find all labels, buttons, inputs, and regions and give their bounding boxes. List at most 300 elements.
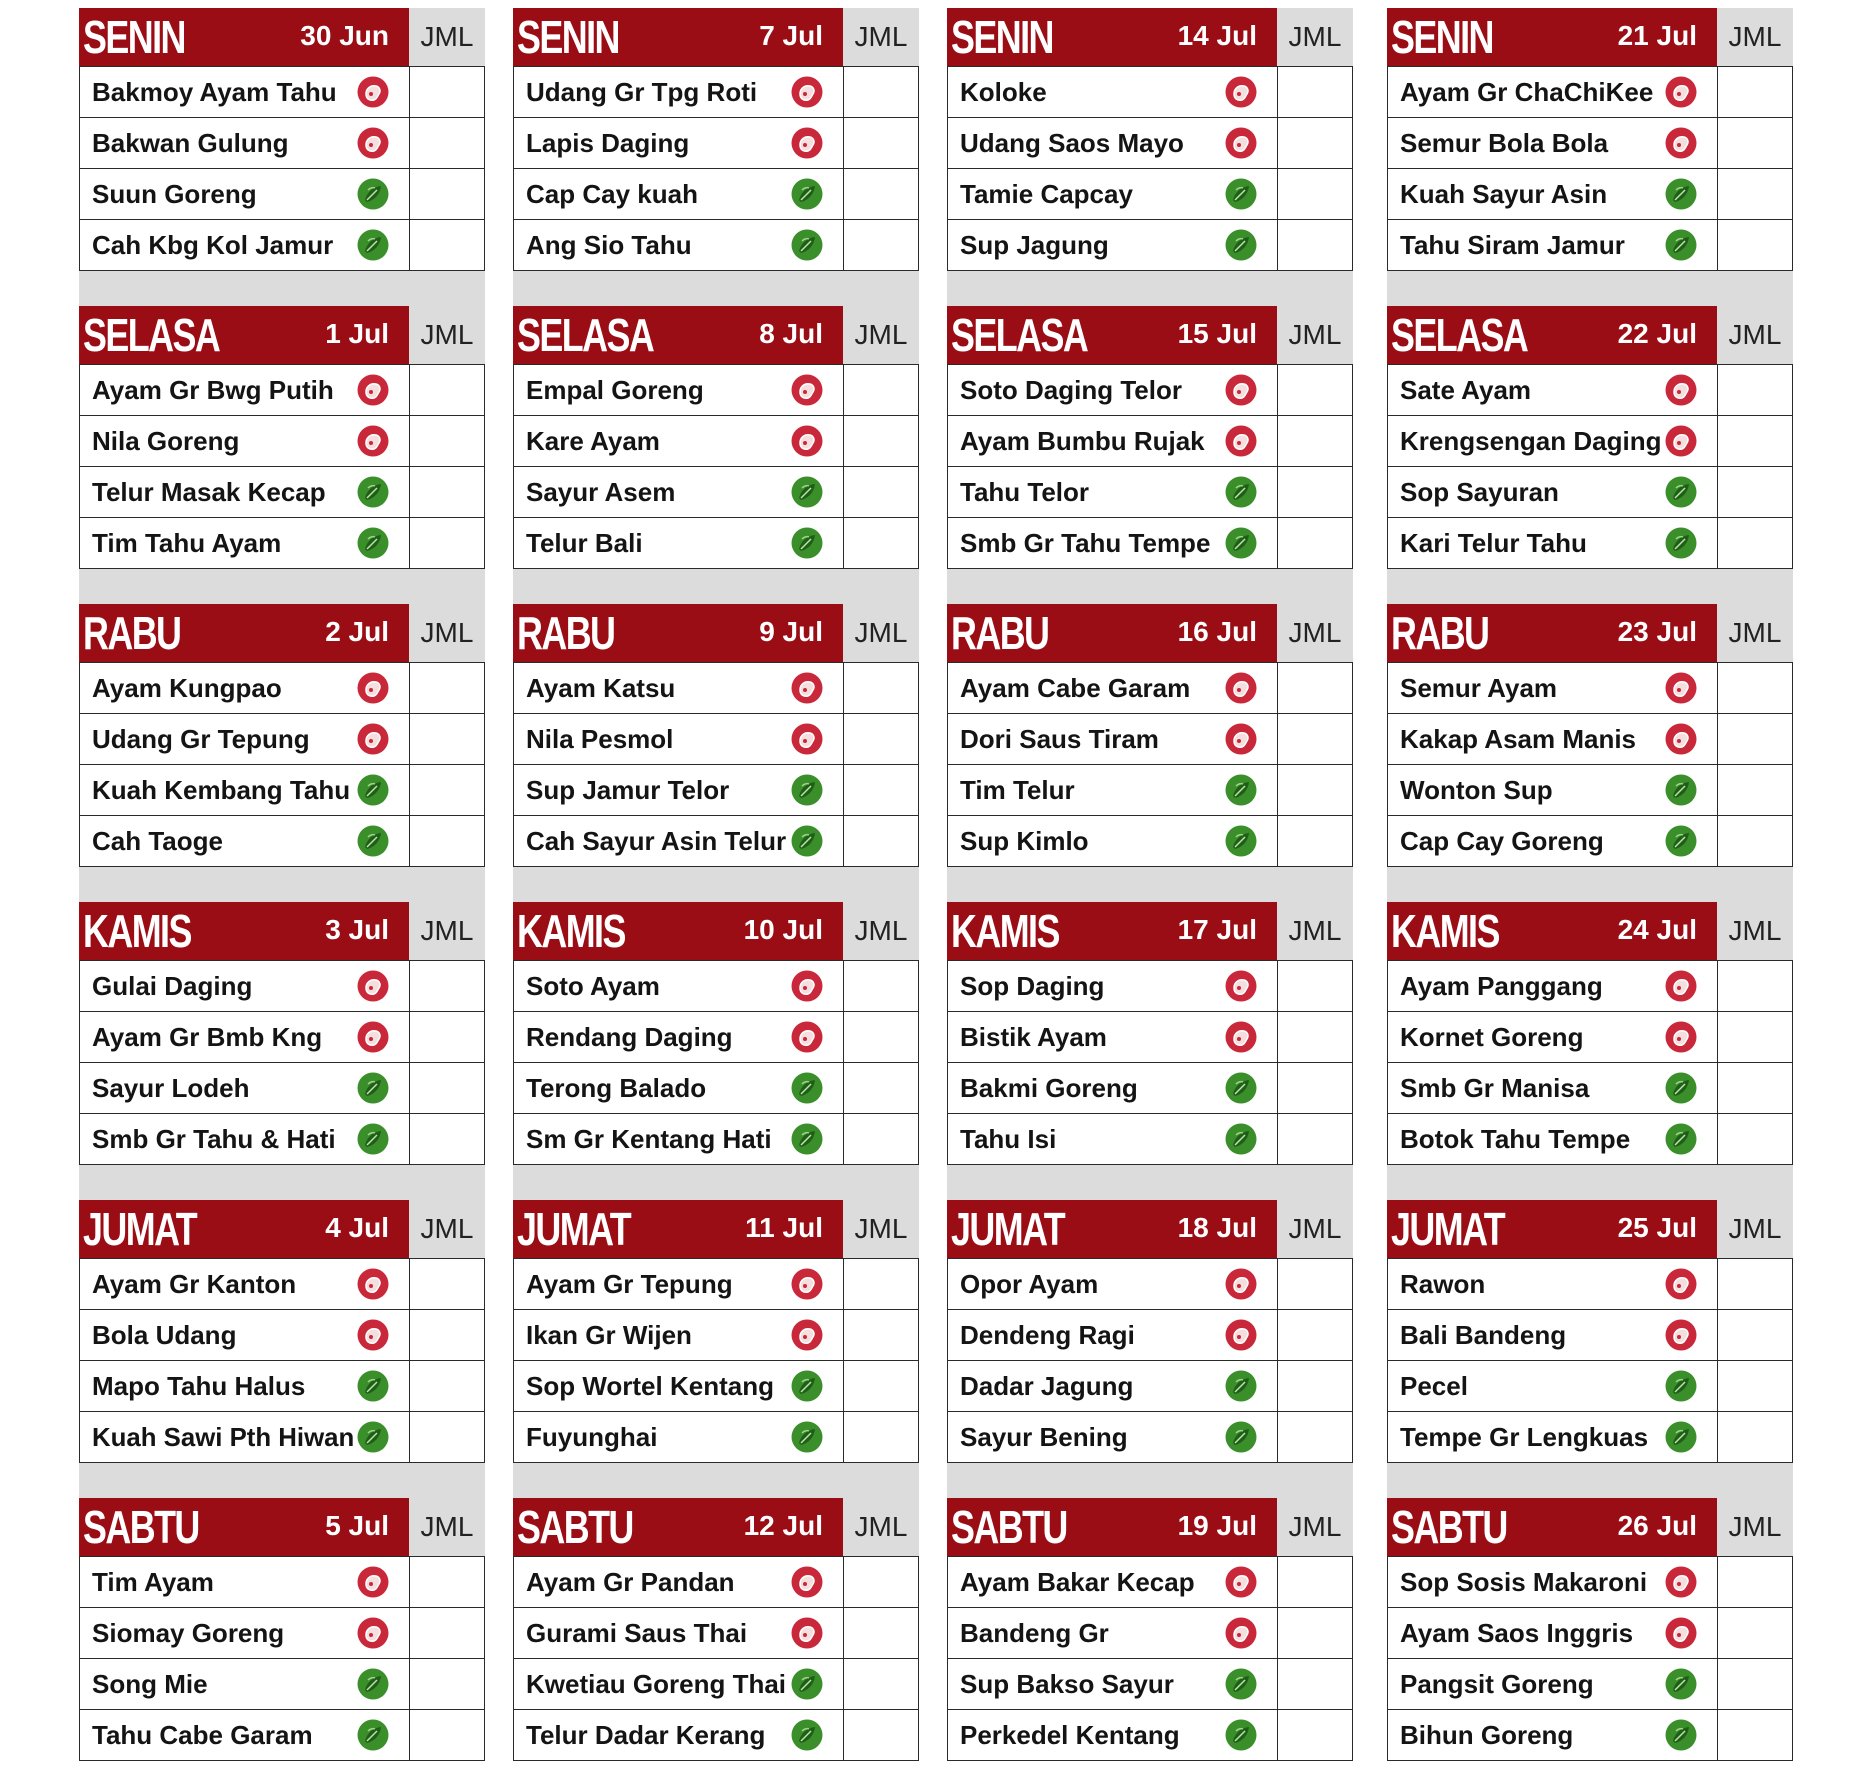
jml-cell[interactable] — [1277, 1310, 1353, 1360]
jml-cell[interactable] — [843, 467, 919, 517]
dish-row — [80, 1259, 484, 1310]
dish-row — [948, 1557, 1352, 1608]
dish-name: Smb Gr Tahu Tempe — [960, 528, 1211, 558]
jml-cell[interactable] — [409, 67, 485, 117]
jml-label: JML — [1277, 8, 1353, 66]
dish-list — [513, 960, 919, 1165]
jml-cell[interactable] — [843, 1259, 919, 1309]
jml-cell[interactable] — [843, 67, 919, 117]
jml-cell[interactable] — [843, 365, 919, 415]
jml-cell[interactable] — [1277, 1608, 1353, 1658]
dish-row — [1388, 220, 1792, 270]
day-block — [79, 604, 485, 868]
jml-cell[interactable] — [409, 714, 485, 764]
jml-cell[interactable] — [843, 518, 919, 568]
jml-cell[interactable] — [409, 765, 485, 815]
dish-name: Fuyunghai — [526, 1422, 658, 1452]
day-header — [947, 1200, 1277, 1258]
day-block — [1387, 902, 1793, 1166]
jml-cell[interactable] — [1717, 67, 1793, 117]
dish-name: Cap Cay Goreng — [1400, 826, 1604, 856]
meat-icon — [1665, 1319, 1697, 1351]
jml-cell[interactable] — [1717, 518, 1793, 568]
day-block — [513, 8, 919, 272]
vegetable-icon — [1225, 774, 1257, 806]
vegetable-icon — [1665, 178, 1697, 210]
jml-cell[interactable] — [1717, 365, 1793, 415]
dish-name: Krengsengan Daging — [1400, 426, 1662, 456]
jml-cell[interactable] — [1277, 416, 1353, 466]
jml-label: JML — [1717, 306, 1793, 364]
dish-name: Rendang Daging — [526, 1022, 733, 1052]
dish-row — [80, 467, 484, 518]
vegetable-icon — [1225, 825, 1257, 857]
vegetable-icon — [357, 825, 389, 857]
jml-cell[interactable] — [843, 416, 919, 466]
jml-cell[interactable] — [1717, 1310, 1793, 1360]
dish-row — [80, 220, 484, 270]
day-header — [79, 1200, 409, 1258]
jml-cell[interactable] — [843, 1412, 919, 1462]
jml-cell[interactable] — [1277, 1063, 1353, 1113]
dish-name: Semur Ayam — [1400, 673, 1558, 703]
day-block — [79, 306, 485, 570]
dish-name: Siomay Goreng — [92, 1618, 285, 1648]
jml-cell[interactable] — [1277, 67, 1353, 117]
dish-name: Empal Goreng — [526, 375, 704, 405]
jml-cell[interactable] — [843, 169, 919, 219]
dish-name: Soto Ayam — [526, 971, 660, 1001]
meat-icon — [1225, 1021, 1257, 1053]
dish-name: Ayam Gr Tepung — [526, 1269, 733, 1299]
jml-cell[interactable] — [1717, 1557, 1793, 1607]
day-header — [947, 902, 1277, 960]
jml-cell[interactable] — [843, 714, 919, 764]
dish-row — [514, 169, 918, 220]
day-block — [513, 1200, 919, 1464]
meat-icon — [357, 672, 389, 704]
jml-label: JML — [843, 604, 919, 662]
meat-icon — [357, 1268, 389, 1300]
dish-row — [80, 67, 484, 118]
jml-cell[interactable] — [1277, 663, 1353, 713]
day-name: RABU — [951, 607, 1049, 659]
dish-name: Wonton Sup — [1400, 775, 1553, 805]
jml-cell[interactable] — [1277, 1012, 1353, 1062]
dish-name: Ayam Bumbu Rujak — [960, 426, 1205, 456]
dish-name: Kornet Goreng — [1400, 1022, 1584, 1052]
day-name: SELASA — [83, 309, 220, 361]
dish-row — [948, 67, 1352, 118]
meat-icon — [791, 425, 823, 457]
dish-name: Kari Telur Tahu — [1400, 528, 1587, 558]
jml-cell[interactable] — [409, 1412, 485, 1462]
jml-label: JML — [843, 902, 919, 960]
dish-name: Bali Bandeng — [1400, 1320, 1567, 1350]
dish-row — [1388, 118, 1792, 169]
jml-label: JML — [843, 1498, 919, 1556]
jml-label: JML — [1277, 1200, 1353, 1258]
day-name: RABU — [83, 607, 181, 659]
meat-icon — [1665, 1617, 1697, 1649]
jml-cell[interactable] — [1277, 518, 1353, 568]
dish-row — [514, 1608, 918, 1659]
jml-cell[interactable] — [409, 1557, 485, 1607]
dish-row — [80, 518, 484, 568]
vegetable-icon — [1225, 1072, 1257, 1104]
dish-name: Dori Saus Tiram — [960, 724, 1159, 754]
dish-row — [1388, 1659, 1792, 1710]
meat-icon — [1665, 425, 1697, 457]
jml-cell[interactable] — [843, 816, 919, 866]
dish-name: Kuah Sawi Pth Hiwan — [92, 1422, 355, 1452]
meat-icon — [1225, 76, 1257, 108]
jml-cell[interactable] — [409, 365, 485, 415]
vegetable-icon — [357, 1370, 389, 1402]
jml-cell[interactable] — [1717, 1259, 1793, 1309]
dish-name: Ikan Gr Wijen — [526, 1320, 692, 1350]
dish-name: Cap Cay kuah — [526, 179, 698, 209]
dish-name: Kuah Kembang Tahu — [92, 775, 351, 805]
day-block — [947, 1498, 1353, 1762]
dish-list — [1387, 662, 1793, 867]
dish-name: Ayam Panggang — [1400, 971, 1603, 1001]
dish-name: Tahu Telor — [960, 477, 1090, 507]
jml-cell[interactable] — [409, 220, 485, 270]
jml-cell[interactable] — [1717, 1063, 1793, 1113]
jml-cell[interactable] — [1717, 816, 1793, 866]
meat-icon — [357, 1566, 389, 1598]
dish-row — [514, 1557, 918, 1608]
jml-cell[interactable] — [409, 169, 485, 219]
meat-icon — [1665, 672, 1697, 704]
meat-icon — [357, 76, 389, 108]
dish-name: Bola Udang — [92, 1320, 237, 1350]
dish-row — [1388, 663, 1792, 714]
jml-cell[interactable] — [409, 961, 485, 1011]
dish-row — [948, 169, 1352, 220]
jml-cell[interactable] — [1717, 1012, 1793, 1062]
jml-cell[interactable] — [409, 1608, 485, 1658]
dish-list — [79, 1556, 485, 1761]
dish-row — [80, 365, 484, 416]
dish-name: Ayam Gr Bwg Putih — [92, 375, 334, 405]
jml-cell[interactable] — [409, 1310, 485, 1360]
vegetable-icon — [1225, 1719, 1257, 1751]
jml-cell[interactable] — [1717, 961, 1793, 1011]
dish-row — [1388, 961, 1792, 1012]
jml-cell[interactable] — [843, 1710, 919, 1760]
dish-row — [948, 365, 1352, 416]
day-header — [947, 604, 1277, 662]
dish-name: Nila Pesmol — [526, 724, 674, 754]
jml-label: JML — [409, 1200, 485, 1258]
dish-row — [948, 118, 1352, 169]
day-header — [947, 1498, 1277, 1556]
jml-cell[interactable] — [1717, 169, 1793, 219]
dish-row — [514, 816, 918, 866]
dish-row — [514, 714, 918, 765]
jml-label: JML — [1717, 902, 1793, 960]
dish-row — [948, 467, 1352, 518]
jml-cell[interactable] — [843, 765, 919, 815]
dish-name: Ayam Gr Kanton — [92, 1269, 297, 1299]
dish-row — [1388, 1608, 1792, 1659]
jml-cell[interactable] — [1717, 1361, 1793, 1411]
jml-cell[interactable] — [843, 1114, 919, 1164]
dish-name: Pangsit Goreng — [1400, 1669, 1594, 1699]
jml-cell[interactable] — [1277, 1114, 1353, 1164]
vegetable-icon — [1225, 1668, 1257, 1700]
jml-cell[interactable] — [409, 1259, 485, 1309]
meat-icon — [1225, 1566, 1257, 1598]
day-date: 11 Jul — [745, 1212, 823, 1243]
dish-row — [1388, 416, 1792, 467]
day-name: SELASA — [517, 309, 654, 361]
dish-row — [948, 714, 1352, 765]
dish-row — [80, 1608, 484, 1659]
vegetable-icon — [1665, 527, 1697, 559]
day-block — [1387, 1200, 1793, 1464]
jml-label: JML — [409, 902, 485, 960]
dish-row — [948, 1063, 1352, 1114]
jml-cell[interactable] — [1277, 1557, 1353, 1607]
jml-label: JML — [1277, 604, 1353, 662]
dish-name: Sm Gr Kentang Hati — [526, 1124, 772, 1154]
jml-cell[interactable] — [843, 961, 919, 1011]
jml-cell[interactable] — [1277, 1659, 1353, 1709]
day-name: JUMAT — [951, 1203, 1065, 1255]
jml-cell[interactable] — [1277, 1412, 1353, 1462]
dish-name: Sop Sosis Makaroni — [1400, 1567, 1648, 1597]
jml-cell[interactable] — [1277, 1361, 1353, 1411]
day-date: 1 Jul — [325, 318, 389, 349]
vegetable-icon — [357, 1123, 389, 1155]
dish-row — [514, 1710, 918, 1760]
vegetable-icon — [791, 476, 823, 508]
jml-cell[interactable] — [843, 220, 919, 270]
jml-cell[interactable] — [1717, 1608, 1793, 1658]
dish-row — [948, 663, 1352, 714]
jml-cell[interactable] — [409, 1659, 485, 1709]
day-date: 22 Jul — [1617, 318, 1697, 349]
vegetable-icon — [791, 527, 823, 559]
vegetable-icon — [1665, 1719, 1697, 1751]
dish-row — [514, 1361, 918, 1412]
jml-cell[interactable] — [409, 1114, 485, 1164]
jml-cell[interactable] — [409, 1710, 485, 1760]
day-header — [79, 1498, 409, 1556]
day-block — [947, 604, 1353, 868]
dish-name: Cah Taoge — [92, 826, 223, 856]
dish-name: Ayam Bakar Kecap — [960, 1567, 1195, 1597]
jml-cell[interactable] — [1277, 1710, 1353, 1760]
jml-cell[interactable] — [1717, 220, 1793, 270]
dish-row — [948, 220, 1352, 270]
dish-row — [1388, 365, 1792, 416]
dish-name: Kare Ayam — [526, 426, 660, 456]
day-header — [1387, 8, 1717, 66]
jml-cell[interactable] — [1717, 416, 1793, 466]
day-block — [79, 1498, 485, 1762]
jml-cell[interactable] — [1717, 765, 1793, 815]
dish-row — [80, 1310, 484, 1361]
dish-list — [1387, 1258, 1793, 1463]
jml-label: JML — [843, 1200, 919, 1258]
meat-icon — [1225, 672, 1257, 704]
jml-cell[interactable] — [1277, 467, 1353, 517]
day-name: JUMAT — [1391, 1203, 1505, 1255]
dish-name: Kwetiau Goreng Thai — [526, 1669, 787, 1699]
dish-row — [514, 518, 918, 568]
dish-row — [514, 1659, 918, 1710]
day-name: SABTU — [83, 1501, 199, 1553]
dish-row — [514, 365, 918, 416]
vegetable-icon — [1225, 1370, 1257, 1402]
dish-row — [1388, 1012, 1792, 1063]
day-block — [79, 8, 485, 272]
jml-cell[interactable] — [1277, 365, 1353, 415]
jml-cell[interactable] — [843, 118, 919, 168]
dish-row — [948, 416, 1352, 467]
vegetable-icon — [1225, 527, 1257, 559]
dish-row — [80, 765, 484, 816]
jml-cell[interactable] — [409, 518, 485, 568]
day-name: KAMIS — [517, 905, 625, 957]
jml-cell[interactable] — [843, 1310, 919, 1360]
dish-list — [513, 364, 919, 569]
jml-cell[interactable] — [409, 816, 485, 866]
day-date: 23 Jul — [1617, 616, 1697, 647]
meat-icon — [1665, 76, 1697, 108]
day-date: 15 Jul — [1177, 318, 1257, 349]
vegetable-icon — [1665, 825, 1697, 857]
jml-cell[interactable] — [1717, 467, 1793, 517]
jml-cell[interactable] — [1717, 714, 1793, 764]
day-block — [947, 306, 1353, 570]
dish-row — [514, 1012, 918, 1063]
meat-icon — [1225, 970, 1257, 1002]
day-block — [947, 1200, 1353, 1464]
day-block — [513, 604, 919, 868]
jml-cell[interactable] — [1717, 663, 1793, 713]
dish-row — [514, 1310, 918, 1361]
dish-list — [79, 364, 485, 569]
day-date: 12 Jul — [743, 1510, 823, 1541]
vegetable-icon — [791, 229, 823, 261]
vegetable-icon — [1665, 1370, 1697, 1402]
dish-name: Ang Sio Tahu — [526, 230, 692, 260]
dish-name: Bistik Ayam — [960, 1022, 1107, 1052]
day-header — [947, 306, 1277, 364]
vegetable-icon — [1225, 178, 1257, 210]
jml-cell[interactable] — [843, 1063, 919, 1113]
meat-icon — [357, 127, 389, 159]
day-header — [79, 902, 409, 960]
day-date: 10 Jul — [743, 914, 823, 945]
jml-cell[interactable] — [1717, 118, 1793, 168]
jml-cell[interactable] — [409, 1063, 485, 1113]
jml-cell[interactable] — [843, 1659, 919, 1709]
jml-cell[interactable] — [843, 1361, 919, 1411]
jml-cell[interactable] — [1277, 118, 1353, 168]
vegetable-icon — [357, 1668, 389, 1700]
jml-cell[interactable] — [1277, 220, 1353, 270]
jml-cell[interactable] — [1717, 1710, 1793, 1760]
vegetable-icon — [357, 527, 389, 559]
jml-cell[interactable] — [1717, 1412, 1793, 1462]
dish-row — [514, 1063, 918, 1114]
jml-cell[interactable] — [843, 663, 919, 713]
dish-row — [514, 1114, 918, 1164]
jml-cell[interactable] — [1277, 961, 1353, 1011]
meat-icon — [791, 672, 823, 704]
jml-cell[interactable] — [1277, 169, 1353, 219]
meat-icon — [357, 1319, 389, 1351]
dish-name: Dendeng Ragi — [960, 1320, 1135, 1350]
jml-cell[interactable] — [409, 118, 485, 168]
vegetable-icon — [1665, 1421, 1697, 1453]
jml-cell[interactable] — [1277, 765, 1353, 815]
day-date: 9 Jul — [759, 616, 823, 647]
dish-row — [80, 1557, 484, 1608]
day-block — [79, 1200, 485, 1464]
jml-cell[interactable] — [1277, 1259, 1353, 1309]
dish-row — [514, 765, 918, 816]
jml-cell[interactable] — [843, 1608, 919, 1658]
dish-name: Mapo Tahu Halus — [92, 1371, 306, 1401]
dish-row — [1388, 467, 1792, 518]
day-name: KAMIS — [951, 905, 1059, 957]
dish-name: Sop Sayuran — [1400, 477, 1559, 507]
dish-name: Tahu Cabe Garam — [92, 1720, 313, 1750]
jml-cell[interactable] — [1277, 714, 1353, 764]
jml-cell[interactable] — [409, 1361, 485, 1411]
vegetable-icon — [357, 1072, 389, 1104]
jml-cell[interactable] — [1277, 816, 1353, 866]
jml-cell[interactable] — [843, 1012, 919, 1062]
day-block — [1387, 306, 1793, 570]
vegetable-icon — [791, 1421, 823, 1453]
dish-name: Opor Ayam — [960, 1269, 1099, 1299]
day-date: 5 Jul — [325, 1510, 389, 1541]
jml-cell[interactable] — [409, 416, 485, 466]
jml-cell[interactable] — [409, 467, 485, 517]
jml-cell[interactable] — [1717, 1659, 1793, 1709]
dish-row — [80, 714, 484, 765]
day-name: RABU — [517, 607, 615, 659]
day-header — [947, 8, 1277, 66]
dish-row — [80, 1710, 484, 1760]
vegetable-icon — [357, 178, 389, 210]
jml-cell[interactable] — [409, 1012, 485, 1062]
jml-cell[interactable] — [843, 1557, 919, 1607]
vegetable-icon — [791, 1370, 823, 1402]
dish-name: Ayam Gr Bmb Kng — [92, 1022, 323, 1052]
day-date: 26 Jul — [1617, 1510, 1697, 1541]
jml-label: JML — [1277, 902, 1353, 960]
jml-cell[interactable] — [1717, 1114, 1793, 1164]
day-date: 2 Jul — [325, 616, 389, 647]
dish-name: Ayam Saos Inggris — [1400, 1618, 1634, 1648]
dish-list — [1387, 66, 1793, 271]
jml-cell[interactable] — [409, 663, 485, 713]
dish-list — [1387, 364, 1793, 569]
day-header — [79, 8, 409, 66]
dish-row — [80, 1063, 484, 1114]
jml-label: JML — [843, 8, 919, 66]
day-date: 3 Jul — [325, 914, 389, 945]
